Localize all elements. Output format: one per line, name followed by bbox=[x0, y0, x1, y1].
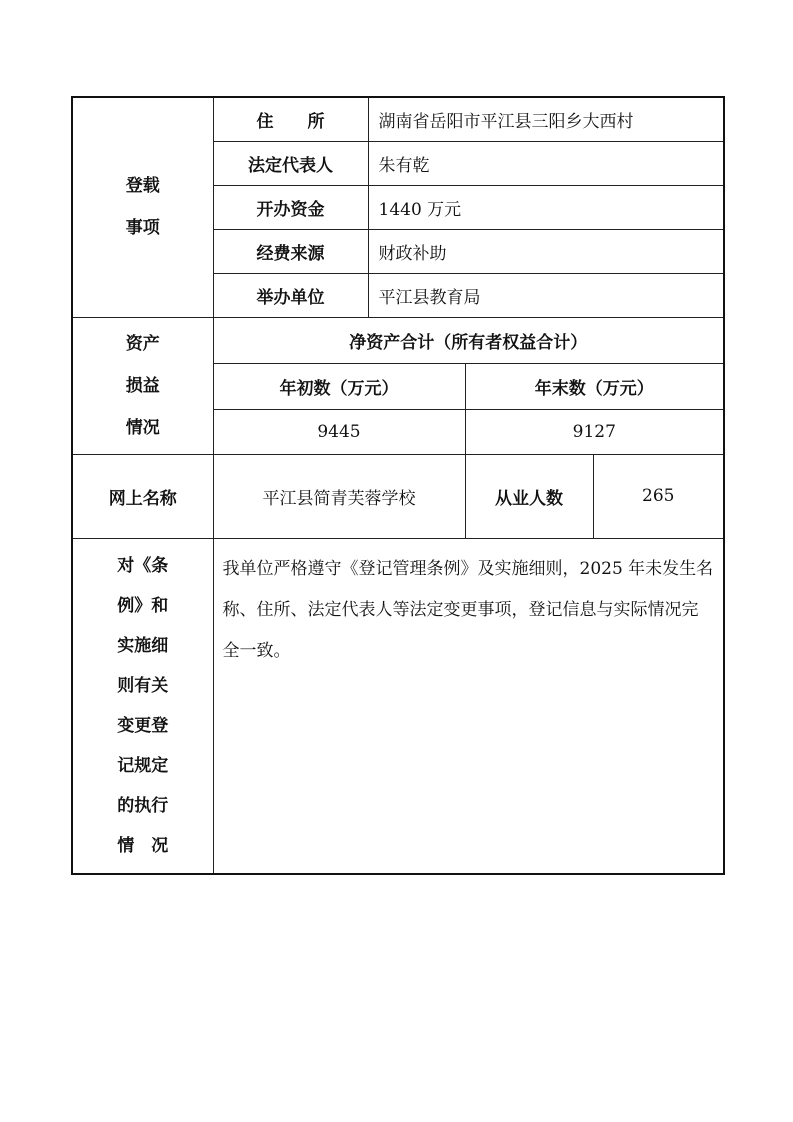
start-of-year-label: 年初数（万元） bbox=[213, 363, 465, 409]
assets-section-label: 资产 损益 情况 bbox=[72, 317, 213, 454]
registration-form-table bbox=[71, 96, 725, 875]
end-of-year-label: 年末数（万元） bbox=[465, 363, 724, 409]
sponsor-label: 举办单位 bbox=[213, 273, 368, 317]
end-of-year-value: 9127 bbox=[465, 409, 724, 454]
funding-source-label: 经费来源 bbox=[213, 229, 368, 273]
online-name-label: 网上名称 bbox=[72, 454, 213, 538]
online-name-value: 平江县简青芙蓉学校 bbox=[213, 454, 465, 538]
address-label: 住 所 bbox=[213, 97, 368, 141]
legal-rep-label: 法定代表人 bbox=[213, 141, 368, 185]
start-of-year-value: 9445 bbox=[213, 409, 465, 454]
legal-rep-value: 朱有乾 bbox=[368, 141, 724, 185]
capital-value: 1440 万元 bbox=[368, 185, 724, 229]
registration-section-label: 登载 事项 bbox=[72, 97, 213, 317]
net-assets-header: 净资产合计（所有者权益合计） bbox=[213, 317, 724, 363]
capital-label: 开办资金 bbox=[213, 185, 368, 229]
compliance-section-label: 对《条 例》和 实施细 则有关 变更登 记规定 的执行 情 况 bbox=[72, 538, 213, 874]
staff-count-label: 从业人数 bbox=[465, 454, 593, 538]
compliance-description: 我单位严格遵守《登记管理条例》及实施细则，2025 年未发生名称、住所、法定代表人等法定变更事项，登记信息与实际情况完全一致。 bbox=[213, 538, 724, 874]
staff-count-value: 265 bbox=[593, 454, 724, 538]
funding-source-value: 财政补助 bbox=[368, 229, 724, 273]
sponsor-value: 平江县教育局 bbox=[368, 273, 724, 317]
address-value: 湖南省岳阳市平江县三阳乡大西村 bbox=[368, 97, 724, 141]
